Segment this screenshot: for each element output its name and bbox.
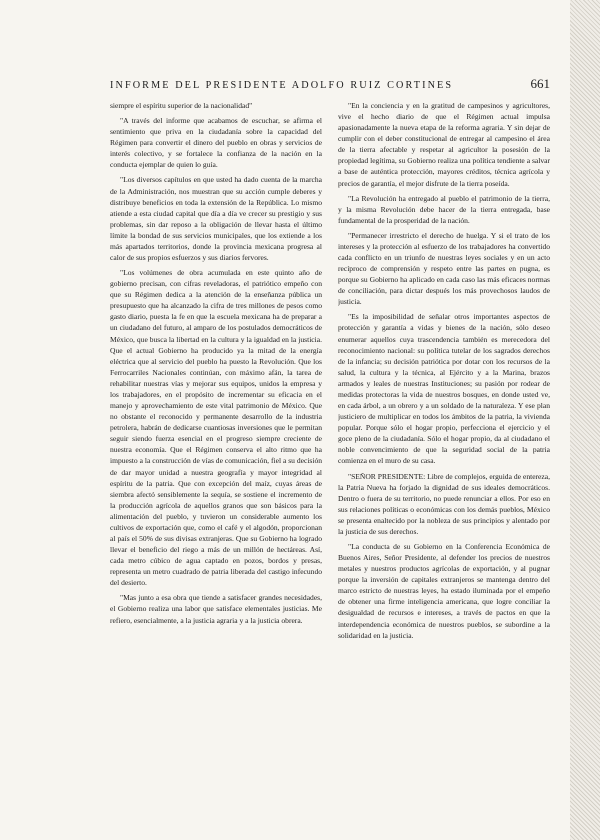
paragraph: "A través del informe que acabamos de escuchar, se afirma el sentimiento que priva en la ciudadanía sobre la capacidad del Régimen para convertir el dinero del pueblo en obras y servicios de interés colectivo, y se fortalece la confianza de la nación en la conducta ejemplar de quien lo guía.	[110, 116, 322, 170]
scan-binding-edge	[570, 0, 600, 840]
page-number: 661	[530, 76, 550, 91]
paragraph: "Los volúmenes de obra acumulada en este quinto año de gobierno precisan, con cifras reveladoras, el patriótico empeño con que su Régimen dedica a la atención de la enseñanza pública un presupuesto que ha alcanzado la cifra de tres millones de pesos como gasto diario, puesta la fe en que la escuela mexicana ha de preparar a un ciudadano del futuro, al amparo de los postulados democráticos de México, que busca la libertad en la cultura y la igualdad en la justicia. Que el actual Gobierno ha producido ya la mitad de la energía eléctrica que al servicio del pueblo ha puesto la Revolución. Que los Ferrocarriles Nacionales continúan, con máximo afán, la tarea de rehabilitar nuestras vías y mejorar sus equipos, unidos la empresa y los trabajadores, en el propósito de incrementar su eficacia en el manejo y aprovechamiento de este vital patrimonio de México. Que no obstante el reconocido y permanente desarrollo de la industria petrolera, habrán de dedicarse cuantiosas inversiones que le permitan seguir siendo fuerza esencial en el progreso siempre creciente de nuestra economía. Que el Régimen conserva el alto ritmo que ha impuesto a la construcción de vías de comunicación, fiel a su decisión de dar mayor unidad a nuestra geografía y mayor integridad al espíritu de la patria. Que con excepción del maíz, cuyas áreas de siembra afectó sensiblemente la sequía, se sostiene el incremento de la producción agrícola de aquellos granos que son básicos para la alimentación del pueblo, y tuvieron un considerable aumento los cultivos de exportación que, como el café y el algodón, proporcionan al país el 50% de sus divisas extranjeras. Que su Gobierno ha logrado llevar el beneficio del riego a más de un millón de hectáreas. Así, cada metro cúbico de agua captado en pozos, bordos y presas, representa un metro cuadrado de patria liberada del castigo infecundo del desierto.	[110, 268, 322, 588]
paragraph: siempre el espíritu superior de la nacionalidad"	[110, 101, 253, 110]
right-column	[338, 100, 550, 828]
paragraph: "La conducta de su Gobierno en la Conferencia Económica de Buenos Aires, Señor Presidente, al defender los precios de nuestros metales y nuestros productos agrícolas de exportación, y al pugnar porque la inversión de capitales extranjeros se mantenga dentro del marco estricto de nuestras leyes, ha estado iluminada por el empeño de obtener una firme inteligencia americana, que logre conciliar la desigualdad de recursos e intereses, a través de pactos en que la interdependencia económica de nuestros pueblos, se subordine a la solidaridad en la justicia.	[338, 541, 550, 640]
paragraph: "Es la imposibilidad de señalar otros importantes aspectos de protección y garantía a vidas y bienes de la nación, sólo deseo enumerar aquellos cuya trascendencia también es merecedora del reconocimiento nacional: su política tutelar de los sagrados derechos de la infancia; su decisión patriótica por dotar con los recursos de la salud, la cultura y la técnica, al Ejército y a la Marina, brazos armados y leales de nuestras Instituciones; su pasión por rodear de medidas protectoras la vida de nuestros bosques, en donde usted ve, en cada árbol, a un obrero y a un soldado de la naturaleza. Y ese plan justiciero de multiplicar en todos los ámbitos de la patria, la vivienda popular. Porque sólo el hogar propio, perfecciona el ejercicio y el goce pleno de la ciudadanía. Sólo el hogar propio, da al ciudadano el noble convencimiento de que la seguridad social de la patria comienza en el muro de su casa.	[338, 312, 550, 466]
text-columns	[110, 100, 550, 828]
paragraph: "SEÑOR PRESIDENTE: Libre de complejos, erguida de entereza, la Patria Nueva ha forjado la dignidad de sus ideales democráticos. Dentro o fuera de su territorio, no puede renunciar a ellos. Por eso en sus relaciones políticas o económicas con los demás pueblos, México se presenta enaltecido por la nobleza de sus principios y alentado por la justicia de sus derechos.	[338, 471, 550, 536]
left-column	[110, 100, 322, 828]
running-head: INFORME DEL PRESIDENTE ADOLFO RUIZ CORTINES	[110, 80, 454, 91]
page-header	[110, 76, 550, 94]
paragraph: "Permanecer irrestricto el derecho de huelga. Y si el trato de los intereses y la protección al esfuerzo de los trabajadores ha convertido cada conflicto en un triunfo de nuestras leyes sociales y en un acto recíproco de comprensión y respeto entre las partes en pugna, es porque su Gobierno ha aplicado en cada caso las más eficaces normas de conciliación, para dictar después los más provechosos laudos de justicia.	[338, 230, 550, 307]
paragraph: "En la conciencia y en la gratitud de campesinos y agricultores, vive el hecho diario de que el Régimen actual impulsa apasionadamente la nueva etapa de la reforma agraria. Y sin dejar de cumplir con el deber constitucional de entregar al campesino el área de la tierra afectable y respetar al agricultor la posesión de la propiedad legítima, su Gobierno realiza una política tendiente a salvar a base de auténtica protección, mayores créditos, técnica agrícola y precios de garantía, el mejor disfrute de la tierra poseída.	[338, 101, 550, 188]
paragraph: "Mas junto a esa obra que tiende a satisfacer grandes necesidades, el Gobierno realiza una labor que satisface elementales justicias. Me refiero, esencialmente, a la justicia agraria y a la justicia obrera.	[110, 593, 322, 625]
paragraph: "La Revolución ha entregado al pueblo el patrimonio de la tierra, y la misma Revolución debe hacer de la tierra entregada, base fundamental de la prosperidad de la nación.	[338, 193, 550, 225]
paragraph: "Los diversos capítulos en que usted ha dado cuenta de la marcha de la Administración, nos muestran que su acción cumple deberes y distribuye beneficios en toda la extensión de la República. Lo mismo atiende a esta ciudad capital que día a día ve crecer su prestigio y sus problemas, sin dar reposo a la obligación de llevar hasta el último límite la bondad de sus servicios municipales, que los extiende a los más apartados territorios, donde la provincia mexicana progresa al calor de sus propios esfuerzos y sus diarios fervores.	[110, 175, 322, 263]
